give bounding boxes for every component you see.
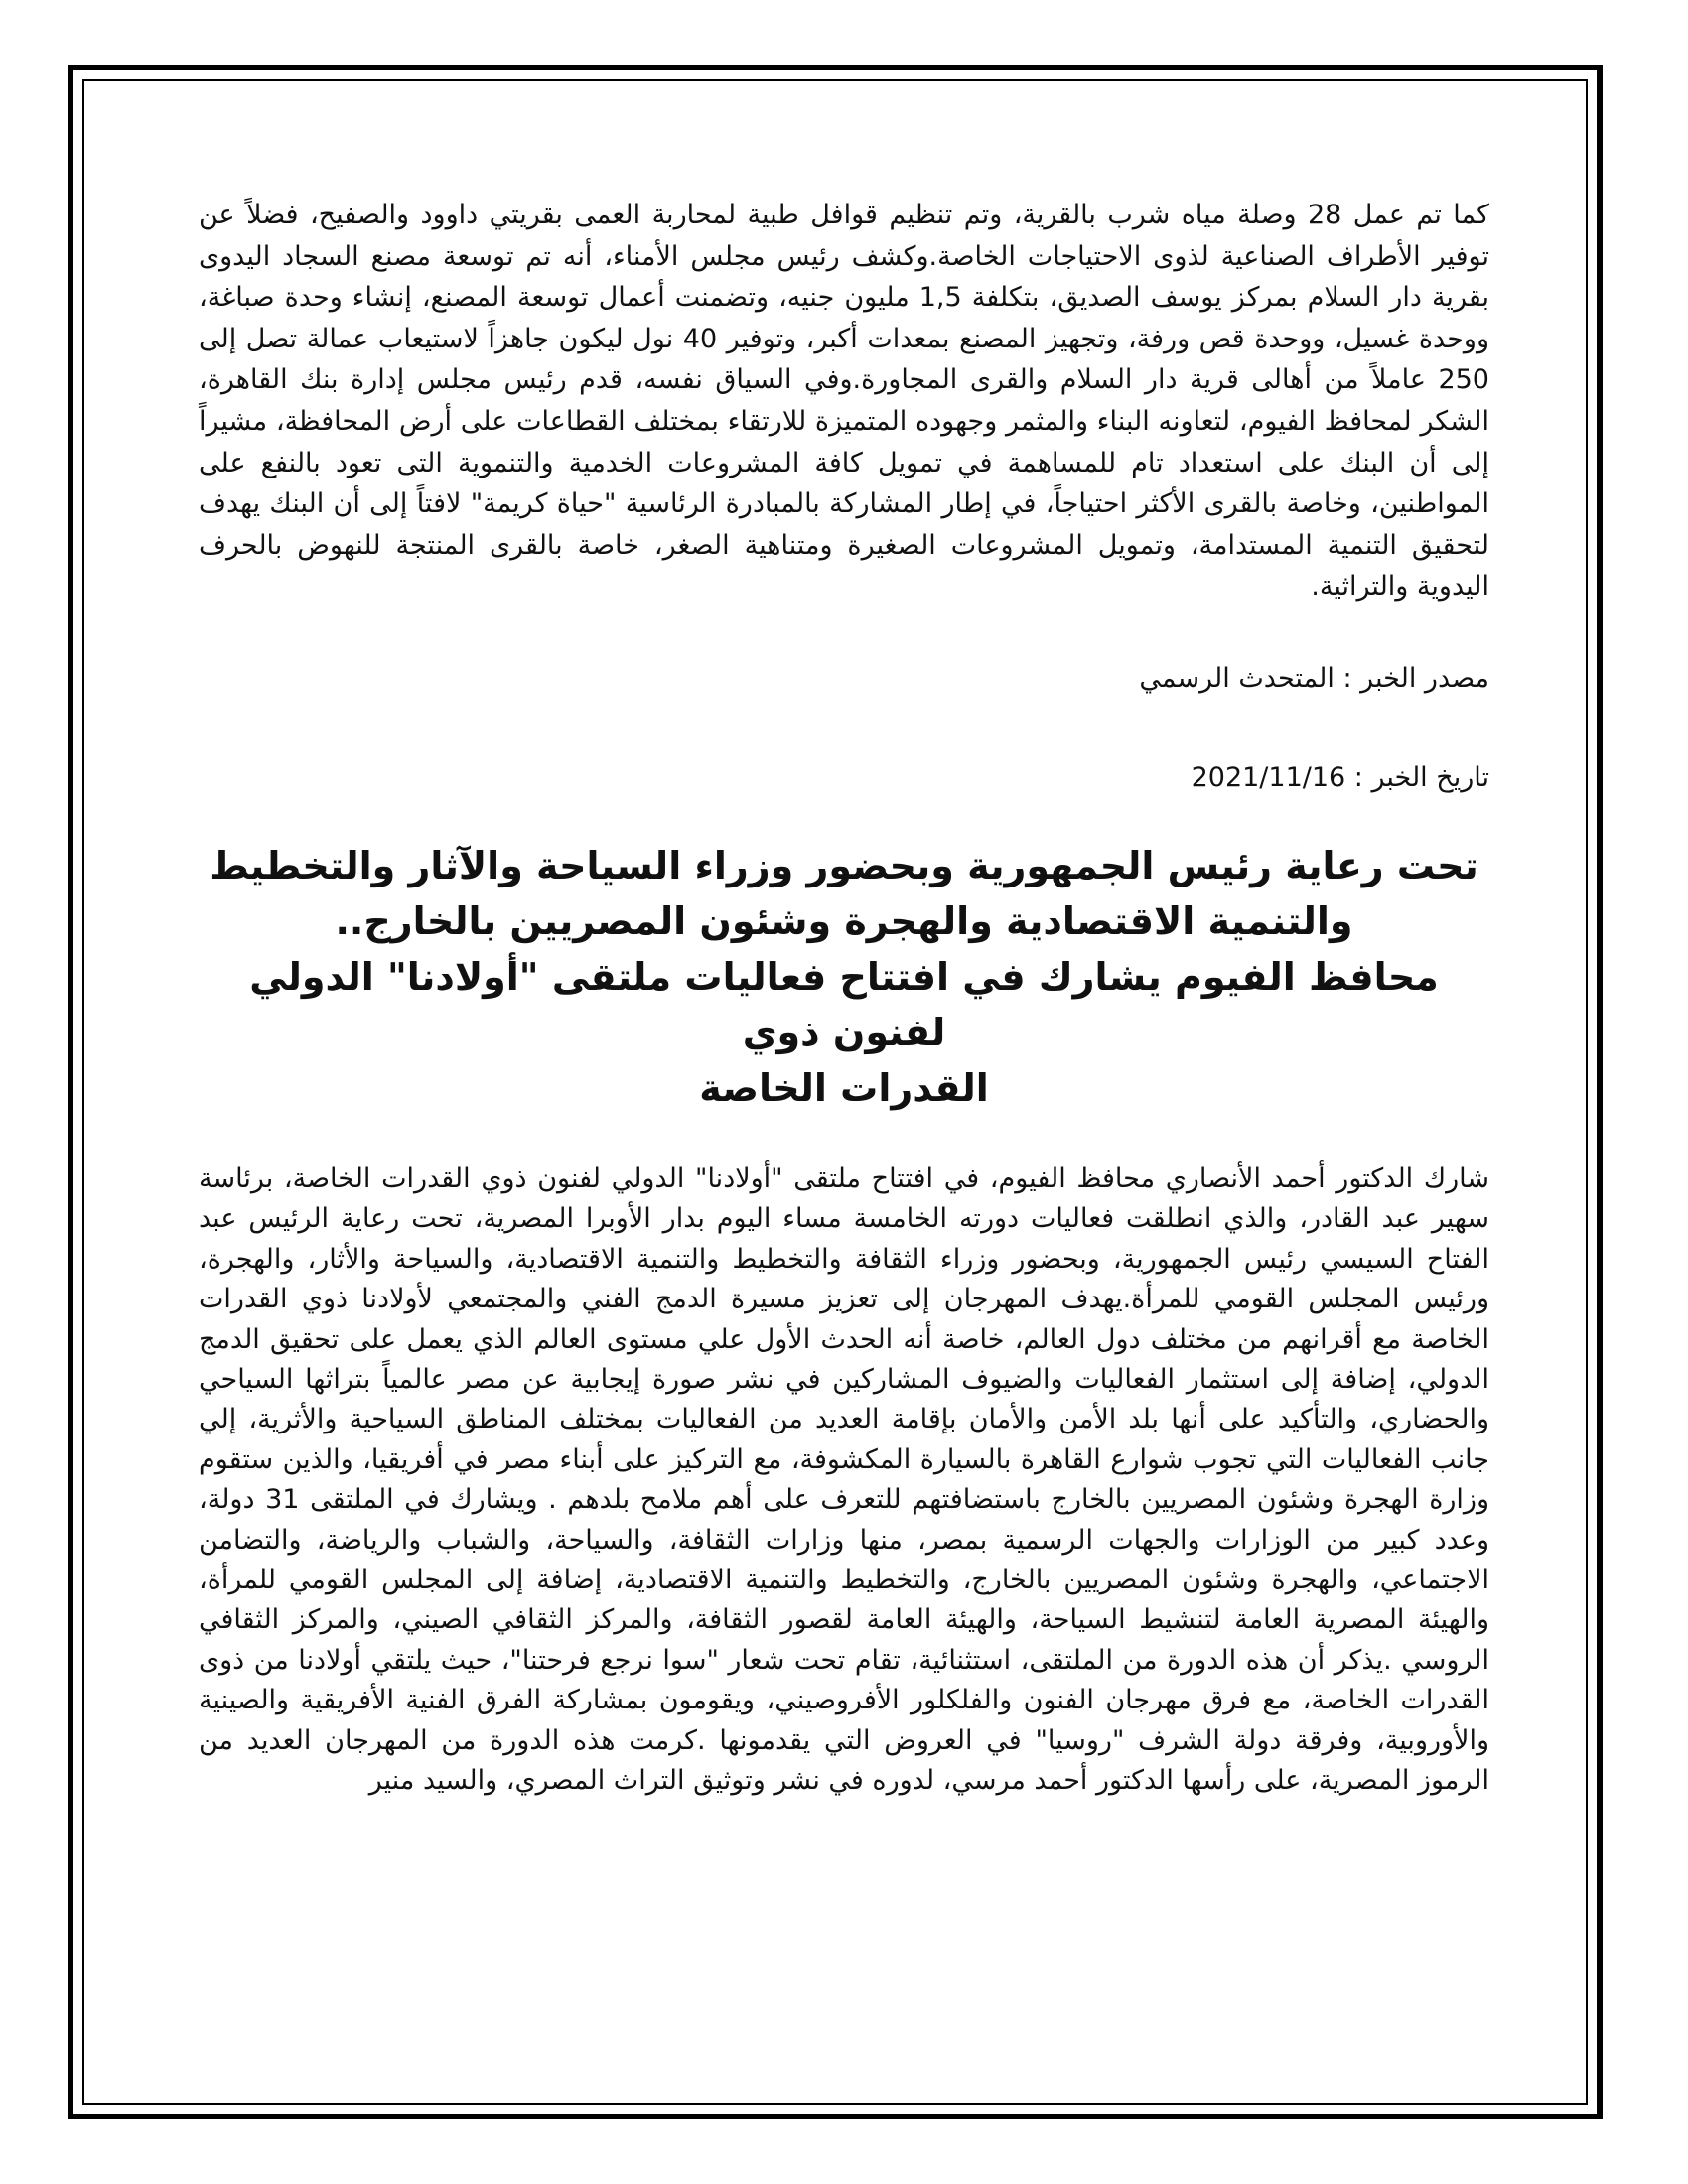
news-source: مصدر الخبر : المتحدث الرسمي bbox=[1139, 662, 1489, 694]
news-date: تاريخ الخبر : 2021/11/16 bbox=[1191, 761, 1489, 793]
headline-line-1: تحت رعاية رئيس الجمهورية وبحضور وزراء السياحة والآثار والتخطيط bbox=[210, 843, 1478, 887]
headline-line-4: القدرات الخاصة bbox=[699, 1065, 989, 1110]
article-headline bbox=[199, 838, 1489, 1116]
headline-line-3: محافظ الفيوم يشارك في افتتاح فعاليات ملتقى "أولادنا" الدولي لفنون ذوي bbox=[249, 954, 1439, 1054]
intro-paragraph: كما تم عمل 28 وصلة مياه شرب بالقرية، وتم تنظيم قوافل طبية لمحاربة العمى بقريتي داوود والصفيح، فضلاً عن توفير الأطراف الصناعية لذوى الاحتياجات الخاصة.وكشف رئيس مجلس الأمناء، أنه تم توسعة مصنع السجاد اليدوى بقرية دار السلام بمركز يوسف الصديق، بتكلفة 1,5 مليون جنيه، وتضمنت أعمال توسعة المصنع، إنشاء وحدة صباغة، ووحدة غسيل، ووحدة قص ورفة، وتجهيز المصنع بمعدات أكبر، وتوفير 40 نول ليكون جاهزاً لاستيعاب عمالة تصل إلى 250 عاملاً من أهالى قرية دار السلام والقرى المجاورة.وفي السياق نفسه، قدم رئيس مجلس إدارة بنك القاهرة، الشكر لمحافظ الفيوم، لتعاونه البناء والمثمر وجهوده المتميزة للارتقاء بمختلف القطاعات على أرض المحافظة، مشيراً إلى أن البنك على استعداد تام للمساهمة في تمويل كافة المشروعات الخدمية والتنموية التى تعود بالنفع على المواطنين، وخاصة بالقرى الأكثر احتياجاً، في إطار المشاركة بالمبادرة الرئاسية "حياة كريمة" لافتاً إلى أن البنك يهدف لتحقيق التنمية المستدامة، وتمويل المشروعات الصغيرة ومتناهية الصغر، خاصة بالقرى المنتجة للنهوض بالحرف اليدوية والتراثية. bbox=[199, 200, 1490, 603]
headline-line-2: والتنمية الاقتصادية والهجرة وشئون المصريين بالخارج.. bbox=[335, 898, 1353, 943]
article-paragraph: شارك الدكتور أحمد الأنصاري محافظ الفيوم، في افتتاح ملتقى "أولادنا" الدولي لفنون ذوي القدرات الخاصة، برئاسة سهير عبد القادر، والذي انطلقت فعاليات دورته الخامسة مساء اليوم بدار الأوبرا المصرية، تحت رعاية الرئيس عبد الفتاح السيسي رئيس الجمهورية، وبحضور وزراء الثقافة والتخطيط والتنمية الاقتصادية، والسياحة والأثار، والهجرة، ورئيس المجلس القومي للمرأة.يهدف المهرجان إلى تعزيز مسيرة الدمج الفني والمجتمعي لأولادنا ذوي القدرات الخاصة مع أقرانهم من مختلف دول العالم، خاصة أنه الحدث الأول علي مستوى العالم الذي يعمل على تحقيق الدمج الدولي، إضافة إلى استثمار الفعاليات والضيوف المشاركين في نشر صورة إيجابية عن مصر عالمياً بتراثها السياحي والحضاري، والتأكيد على أنها بلد الأمن والأمان بإقامة العديد من الفعاليات بمختلف المناطق السياحية والأثرية، إلي جانب الفعاليات التي تجوب شوارع القاهرة بالسيارة المكشوفة، مع التركيز على أبناء مصر في أفريقيا، والذين ستقوم وزارة الهجرة وشئون المصريين بالخارج باستضافتهم للتعرف على أهم ملامح بلدهم . ويشارك في الملتقى 31 دولة، وعدد كبير من الوزارات والجهات الرسمية بمصر، منها وزارات الثقافة، والسياحة، والشباب والرياضة، والتضامن الاجتماعي، والهجرة وشئون المصريين بالخارج، والتخطيط والتنمية الاقتصادية، إضافة إلى المجلس القومي للمرأة، والهيئة المصرية العامة لتنشيط السياحة، والهيئة العامة لقصور الثقافة، والمركز الثقافي الصيني، والمركز الثقافي الروسي .يذكر أن هذه الدورة من الملتقى، استثنائية، تقام تحت شعار "سوا نرجع فرحتنا"، حيث يلتقي أولادنا من ذوى القدرات الخاصة، مع فرق مهرجان الفنون والفلكلور الأفروصيني، ويقومون بمشاركة الفرق الفنية الأفريقية والصينية والأوروبية، وفرقة دولة الشرف "روسيا" في العروض التي يقدمونها .كرمت هذه الدورة من المهرجان العديد من الرموز المصرية، على رأسها الدكتور أحمد مرسي، لدوره في نشر وتوثيق التراث المصري، والسيد منير bbox=[199, 1162, 1489, 1797]
document-body bbox=[199, 195, 1489, 1801]
